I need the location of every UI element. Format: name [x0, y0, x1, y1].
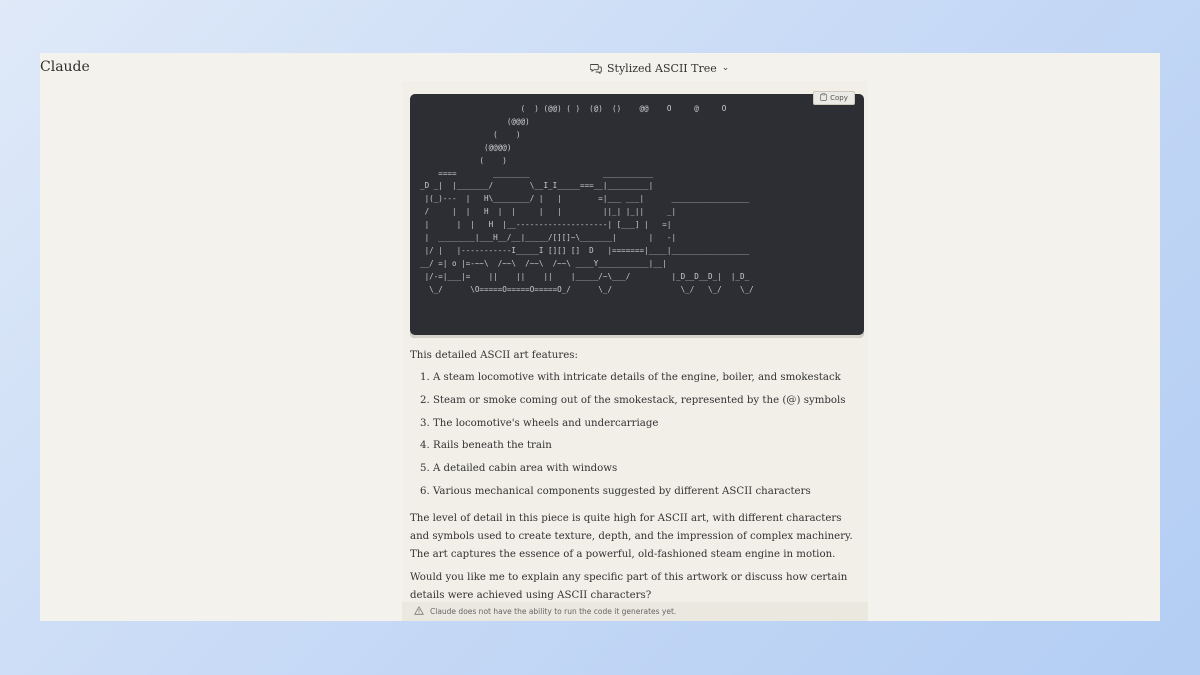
list-item: 4. Rails beneath the train: [420, 440, 552, 452]
app-window: [40, 53, 1160, 621]
list-item: 2. Steam or smoke coming out of the smokestack, represented by the (@) symbols: [420, 394, 846, 406]
copy-button[interactable]: [813, 91, 855, 105]
ascii-art-code: ( ) (@@) ( ) (@) () @@ O @ O (@@@) ( ) (@@@@) ( ) ==== ________ ___________ _D _| |_______/ \__I_I_____===__|_________| |(_)--- | H\________/ | | =|___ ___| _________________ / | | H | | | | ||_| |_|| _| | | | H |__--------------------| [___] | =| | ________|___H__/__|_____/[][]~\_______| | -| |/ | |-----------I_____I [][] [] D |=======|____|_________________ __/ =| o |=-~~\ /~~\ /~~\ /~~\ ____Y___________|__| |/-=|___|= || || || |_____/~\___/ |_D__D__D_| |_D_ \_/ \O=====O=====O=====O_/ \_/ \_/ \_/ \_/: [420, 104, 754, 294]
response-intro: This detailed ASCII art features:: [410, 350, 578, 361]
list-item: 3. The locomotive's wheels and undercarriage: [420, 417, 659, 429]
notice-text: Claude does not have the ability to run the code it generates yet.: [430, 607, 677, 616]
code-block: [410, 94, 864, 338]
conversation-title: Stylized ASCII Tree: [607, 61, 717, 75]
feature-list: [410, 367, 860, 504]
list-item: 5. A detailed cabin area with windows: [420, 463, 618, 475]
assistant-message: [402, 81, 868, 621]
list-item: 1. A steam locomotive with intricate details of the engine, boiler, and smokestack: [420, 372, 841, 383]
response-paragraph: The level of detail in this piece is quite high for ASCII art, with different characters and symbols used to create texture, depth, and the impression of complex machinery. The art captures the essence of a powerful, old-fashioned steam engine in motion.: [410, 512, 853, 560]
list-item: 6. Various mechanical components suggested by different ASCII characters: [420, 485, 811, 497]
response-text: [410, 347, 860, 605]
chat-bubbles-icon: [590, 63, 602, 74]
warning-triangle-icon: [414, 606, 424, 617]
chevron-down-icon: ⌄: [721, 63, 730, 73]
response-question: Would you like me to explain any specific part of this artwork or discuss how certain details were achieved using ASCII characters?: [410, 571, 848, 601]
clipboard-icon: [820, 93, 827, 103]
code-execution-notice: [402, 602, 868, 621]
conversation-title-menu[interactable]: [590, 59, 729, 77]
app-logo[interactable]: Claude: [40, 59, 90, 75]
copy-label: Copy: [830, 94, 848, 102]
